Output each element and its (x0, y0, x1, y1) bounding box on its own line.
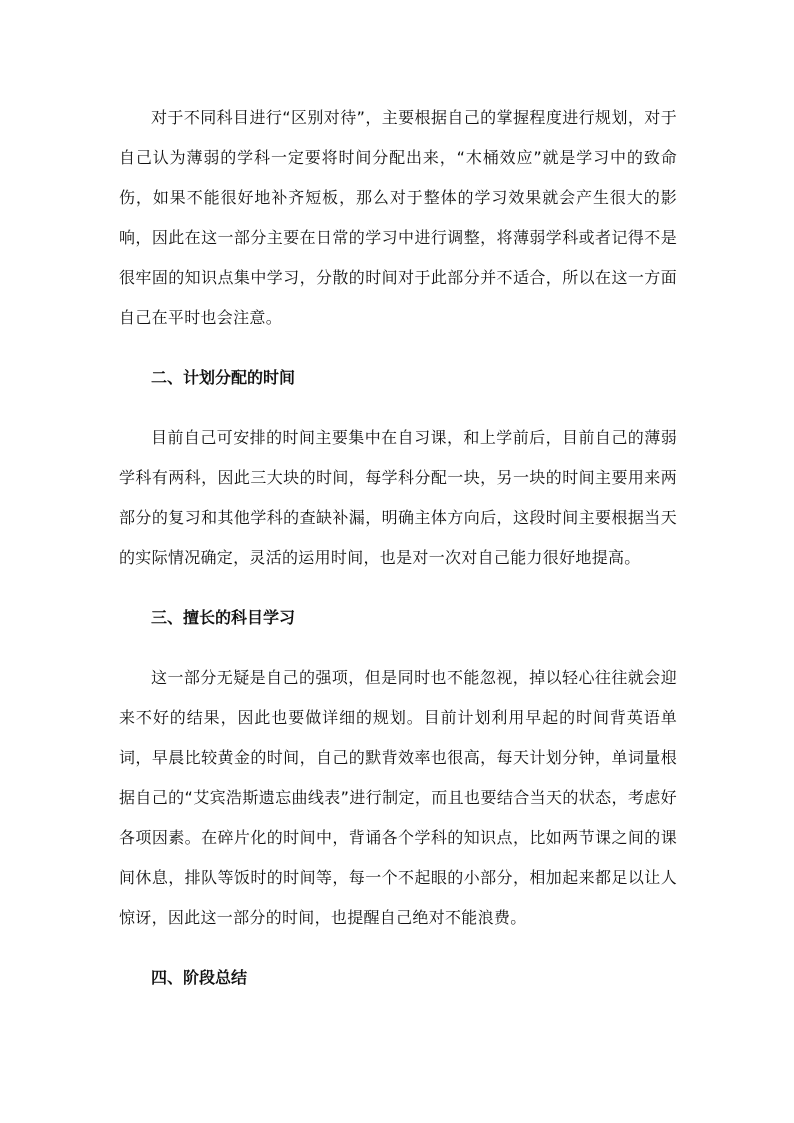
heading-strong-subjects: 三、擅长的科目学习 (151, 608, 296, 627)
spacer (119, 398, 677, 418)
heading-stage-summary: 四、阶段总结 (151, 968, 248, 987)
spacer (119, 938, 677, 958)
paragraph-subject-differentiation: 对于不同科目进行“区别对待”，主要根据自己的掌握程度进行规划，对于自己认为薄弱的学科一定要将时间分配出来，“木桶效应”就是学习中的致命伤，如果不能很好地补齐短板，那么对于整体的学习效果就会产生很大的影响，因此在这一部分主要在日常的学习中进行调整，将薄弱学科或者记得不是很牢固的知识点集中学习，分散的时间对于此部分并不适合，所以在这一方面自己在平时也会注意。 (119, 108, 677, 327)
document-page (119, 98, 677, 998)
spacer (119, 578, 677, 598)
spacer (119, 338, 677, 358)
paragraph-strong-subject-study: 这一部分无疑是自己的强项，但是同时也不能忽视，掉以轻心往往就会迎来不好的结果，因此也要做详细的规划。目前计划利用早起的时间背英语单词，早晨比较黄金的时间，自己的默背效率也很高，每天计划分钟，单词量根据自己的“艾宾浩斯遗忘曲线表”进行制定，而且也要结合当天的状态，考虑好各项因素。在碎片化的时间中，背诵各个学科的知识点，比如两节课之间的课间休息，排队等饭时的时间等，每一个不起眼的小部分，相加起来都足以让人惊讶，因此这一部分的时间，也提醒自己绝对不能浪费。 (119, 668, 677, 927)
paragraph-time-allocation: 目前自己可安排的时间主要集中在自习课，和上学前后，目前自己的薄弱学科有两科，因此三大块的时间，每学科分配一块，另一块的时间主要用来两部分的复习和其他学科的查缺补漏，明确主体方向后，这段时间主要根据当天的实际情况确定，灵活的运用时间，也是对一次对自己能力很好地提高。 (119, 428, 677, 567)
spacer (119, 638, 677, 658)
heading-planned-time: 二、计划分配的时间 (151, 368, 296, 387)
